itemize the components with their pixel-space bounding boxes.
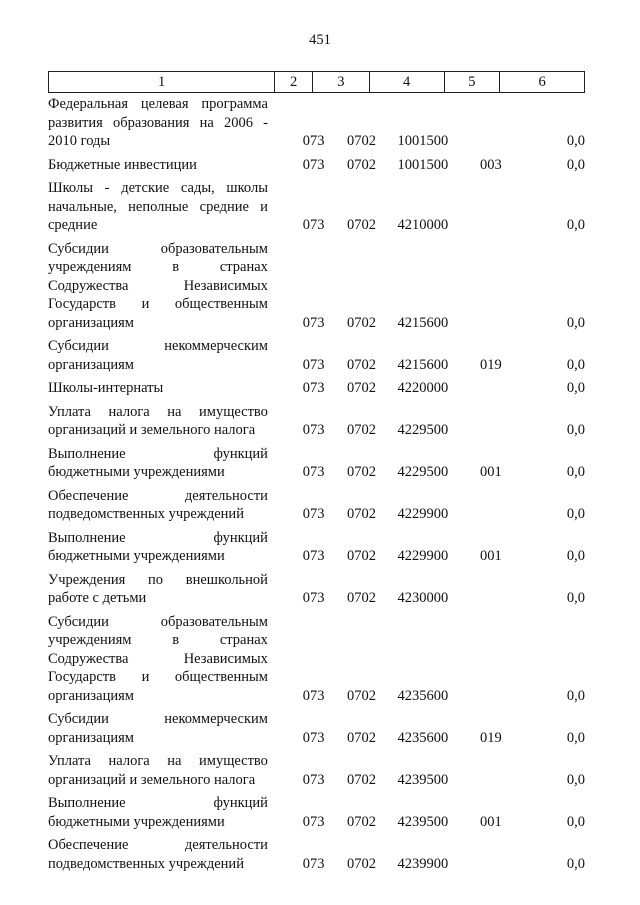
row-col-3: 0702 [346,464,376,480]
table-row [48,613,585,706]
row-col-2: 073 [302,217,325,233]
row-name: Уплата налога на имущество организаций и земельного налога [48,403,268,438]
row-name: Уплата налога на имущество организаций и земельного налога [48,753,268,788]
table-row [48,337,585,374]
row-col-3: 0702 [346,356,376,373]
row-col-5: 001 [480,548,502,564]
row-col-2: 073 [302,855,325,872]
row-col-4: 4229900 [397,548,449,564]
row-col-6: 0,0 [566,314,585,331]
row-col-6: 0,0 [566,133,585,149]
table-row [48,179,585,235]
row-col-4: 1001500 [397,156,449,173]
header-col-3: 3 [313,72,370,92]
row-name: Школы-интернаты [48,380,164,396]
row-col-2: 073 [302,590,325,606]
table-row [48,445,585,482]
row-col-6: 0,0 [566,729,585,746]
row-col-5: 001 [480,464,502,480]
row-col-4: 4239900 [397,855,449,872]
table-row [48,156,585,175]
row-col-3: 0702 [346,548,376,564]
table-row [48,240,585,333]
row-name: Выполнение функций бюджетными учреждениями [48,795,268,830]
row-col-6: 0,0 [566,855,585,872]
row-col-4: 4235600 [397,729,449,746]
row-col-3: 0702 [346,771,376,788]
row-name: Субсидии образовательным учреждениям в странах Содружества Независимых Государств и общественным организациям [48,613,268,704]
table-row [48,836,585,873]
row-name: Выполнение функций бюджетными учреждениями [48,445,268,480]
row-col-5: 019 [480,356,502,373]
table-row [48,794,585,831]
table-row [48,529,585,566]
row-name: Субсидии образовательным учреждениям в странах Содружества Независимых Государств и общественным организациям [48,240,268,331]
row-col-2: 073 [302,156,325,173]
row-col-3: 0702 [346,729,376,746]
row-col-4: 4215600 [397,356,449,373]
row-col-2: 073 [302,314,325,331]
row-name: Федеральная целевая программа развития образования на 2006 - 2010 годы [48,96,268,149]
row-name: Обеспечение деятельности подведомственных учреждений [48,487,268,522]
row-col-2: 073 [302,464,325,480]
row-col-3: 0702 [346,422,376,438]
row-col-2: 073 [302,380,325,396]
row-col-2: 073 [302,506,325,522]
row-col-3: 0702 [346,813,376,830]
row-col-6: 0,0 [566,464,585,480]
row-col-4: 4239500 [397,813,449,830]
row-name: Субсидии некоммерческим организациям [48,338,268,373]
row-col-2: 073 [302,356,325,373]
row-col-3: 0702 [346,590,376,606]
row-col-4: 4230000 [397,590,449,606]
row-name: Учреждения по внешкольной работе с детьми [48,571,268,606]
row-col-2: 073 [302,729,325,746]
row-col-3: 0702 [346,380,376,396]
row-col-4: 4210000 [397,217,449,233]
row-col-3: 0702 [346,687,376,704]
row-name: Обеспечение деятельности подведомственных учреждений [48,837,268,872]
row-col-6: 0,0 [566,687,585,704]
row-col-4: 1001500 [397,133,449,149]
row-col-4: 4229900 [397,506,449,522]
table-row [48,752,585,789]
row-col-6: 0,0 [566,506,585,522]
header-col-4: 4 [370,72,445,92]
row-col-3: 0702 [346,506,376,522]
row-col-2: 073 [302,771,325,788]
row-col-2: 073 [302,422,325,438]
row-col-6: 0,0 [566,217,585,233]
row-col-3: 0702 [346,156,376,173]
row-col-5: 001 [480,813,502,830]
row-col-5: 019 [480,729,502,746]
header-col-1: 1 [49,72,275,92]
row-col-2: 073 [302,548,325,564]
row-col-2: 073 [302,133,325,149]
row-col-4: 4229500 [397,422,449,438]
row-col-6: 0,0 [566,813,585,830]
table-row [48,710,585,747]
table-row [48,487,585,524]
row-col-6: 0,0 [566,548,585,564]
row-name: Бюджетные инвестиции [48,156,197,173]
row-col-4: 4220000 [397,380,449,396]
row-col-3: 0702 [346,217,376,233]
header-col-2: 2 [275,72,313,92]
row-col-2: 073 [302,813,325,830]
row-col-4: 4215600 [397,314,449,331]
table-header [48,71,585,93]
page-number: 451 [309,32,331,48]
row-col-6: 0,0 [566,771,585,788]
row-col-6: 0,0 [566,156,585,173]
row-col-5: 003 [480,156,502,173]
row-col-6: 0,0 [566,422,585,438]
row-col-3: 0702 [346,855,376,872]
row-col-6: 0,0 [566,590,585,606]
row-col-4: 4235600 [397,687,449,704]
row-col-6: 0,0 [566,356,585,373]
row-col-4: 4239500 [397,771,449,788]
row-name: Школы - детские сады, школы начальные, неполные средние и средние [48,180,268,233]
header-col-5: 5 [445,72,501,92]
row-col-6: 0,0 [566,380,585,396]
table-row [48,571,585,608]
row-col-2: 073 [302,687,325,704]
row-col-4: 4229500 [397,464,449,480]
table-body [48,95,585,878]
table-row [48,403,585,440]
table-row [48,379,585,398]
row-name: Выполнение функций бюджетными учреждениями [48,529,268,564]
row-name: Субсидии некоммерческим организациям [48,711,268,746]
header-col-6: 6 [538,74,546,90]
row-col-3: 0702 [346,133,376,149]
row-col-3: 0702 [346,314,376,331]
table-row [48,95,585,151]
